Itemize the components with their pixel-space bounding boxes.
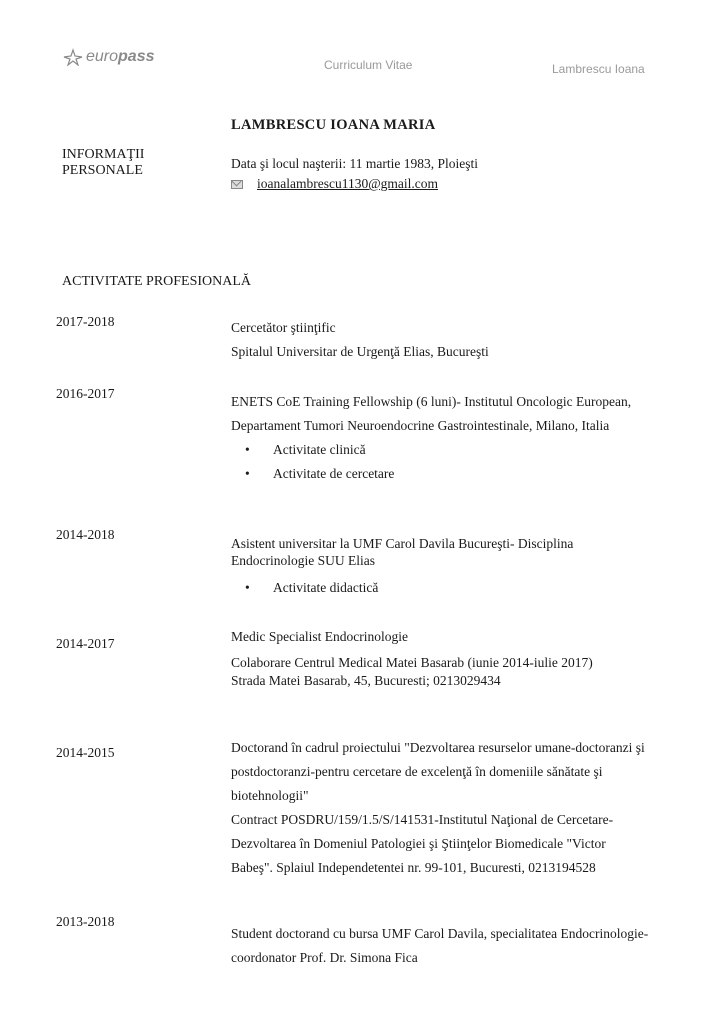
entry-line: postdoctoranzi-pentru cercetare de excelenţă în domeniile sănătate şi	[231, 764, 603, 779]
envelope-icon	[231, 180, 243, 189]
bullet-icon: •	[245, 442, 250, 457]
entry-line: Contract POSDRU/159/1.5/S/141531-Institutul Naţional de Cercetare-	[231, 812, 614, 827]
entry-line: Strada Matei Basarab, 45, Bucuresti; 0213029434	[231, 673, 501, 688]
entry-details	[231, 628, 681, 690]
logo-text-bold: pass	[118, 48, 155, 65]
entry-line: Doctorand în cadrul proiectului "Dezvoltarea resurselor umane-doctoranzi şi	[231, 740, 645, 755]
entry-period: 2014-2017	[56, 636, 115, 651]
list-item: • Activitate didactică	[231, 579, 681, 596]
entry-line: ENETS CoE Training Fellowship (6 luni)- Institutul Oncologic European,	[231, 394, 632, 409]
bullet-icon: •	[245, 580, 250, 595]
entry-details	[231, 535, 681, 596]
personal-info-heading	[62, 147, 144, 179]
entry-period: 2017-2018	[56, 314, 115, 329]
bullet-icon: •	[245, 466, 250, 481]
entry-line: Spitalul Universitar de Urgenţă Elias, Bucureşti	[231, 344, 489, 359]
entry-line: Endocrinologie SUU Elias	[231, 553, 375, 568]
europass-logo	[62, 48, 155, 66]
entry-line: coordonator Prof. Dr. Simona Fica	[231, 950, 418, 965]
entry-period: 2014-2015	[56, 745, 115, 760]
list-item: • Activitate de cercetare	[231, 462, 681, 486]
entry-details	[231, 316, 681, 364]
full-name: LAMBRESCU IOANA MARIA	[231, 117, 436, 133]
europass-star-icon	[62, 48, 84, 66]
personal-heading-line1: INFORMAŢII	[62, 147, 145, 162]
email-row	[231, 176, 438, 192]
entry-line: Cercetător ştiinţific	[231, 320, 336, 335]
entry-line: Babeş". Splaiul Independetentei nr. 99-101, Bucuresti, 0213194528	[231, 860, 596, 875]
personal-heading-line2: PERSONALE	[62, 163, 143, 178]
entry-details	[231, 390, 681, 486]
entry-line: Medic Specialist Endocrinologie	[231, 629, 408, 644]
entry-details	[231, 736, 681, 880]
email-link[interactable]: ioanalambrescu1130@gmail.com	[257, 176, 439, 191]
entry-line: Colaborare Centrul Medical Matei Basarab (iunie 2014-iulie 2017)	[231, 655, 593, 670]
entry-period: 2013-2018	[56, 914, 115, 929]
birth-info: Data şi locul naşterii: 11 martie 1983, Ploieşti	[231, 156, 478, 171]
entry-line: Dezvoltarea în Domeniul Patologiei şi Ştiinţelor Biomedicale "Victor	[231, 836, 606, 851]
entry-period: 2014-2018	[56, 527, 115, 542]
list-item: • Activitate clinică	[231, 438, 681, 462]
entry-line: Departament Tumori Neuroendocrine Gastrointestinale, Milano, Italia	[231, 418, 610, 433]
entry-line: Student doctorand cu bursa UMF Carol Davila, specialitatea Endocrinologie-	[231, 926, 649, 941]
doc-title: Curriculum Vitae	[324, 58, 413, 72]
professional-heading: ACTIVITATE PROFESIONALĂ	[62, 274, 252, 289]
entry-period: 2016-2017	[56, 386, 115, 401]
entry-details	[231, 922, 681, 970]
entry-line: biotehnologii"	[231, 788, 309, 803]
entry-line: Asistent universitar la UMF Carol Davila Bucureşti- Disciplina	[231, 536, 574, 551]
header-person-name: Lambrescu Ioana	[552, 62, 645, 76]
logo-text-light: euro	[86, 48, 119, 65]
